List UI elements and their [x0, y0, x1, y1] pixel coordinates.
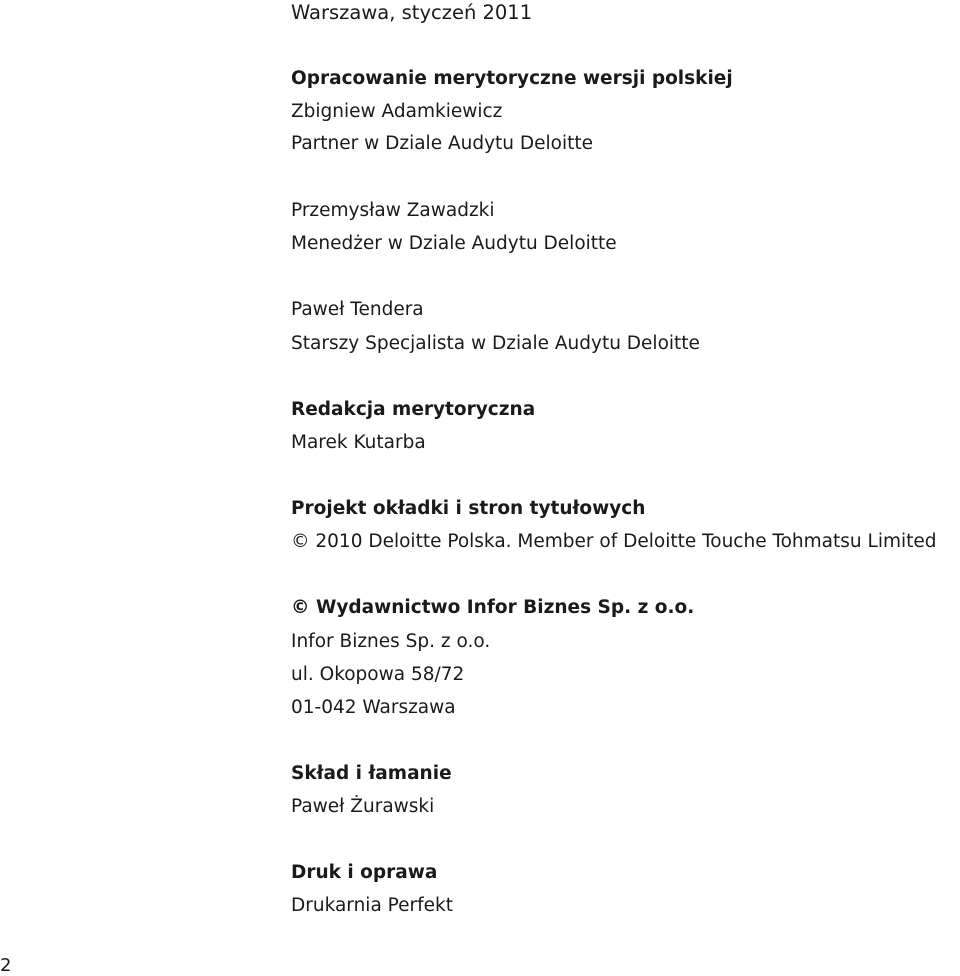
date-line: Warszawa, styczeń 2011: [291, 1, 533, 24]
typesetting-heading: Skład i łamanie: [291, 763, 452, 784]
editing-heading: Redakcja merytoryczna: [291, 399, 536, 420]
printer-name: Drukarnia Perfekt: [291, 895, 454, 916]
publisher-line: 01-042 Warszawa: [291, 697, 456, 718]
publisher-heading: © Wydawnictwo Infor Biznes Sp. z o.o.: [291, 597, 695, 618]
person-name: Zbigniew Adamkiewicz: [291, 101, 503, 122]
person-role: Partner w Dziale Audytu Deloitte: [291, 133, 594, 154]
editor-name: Marek Kutarba: [291, 432, 426, 453]
person-role: Starszy Specjalista w Dziale Audytu Deloitte: [291, 333, 700, 354]
cover-heading: Projekt okładki i stron tytułowych: [291, 498, 646, 519]
cover-copyright: © 2010 Deloitte Polska. Member of Deloitte Touche Tohmatsu Limited: [291, 531, 937, 552]
printing-heading: Druk i oprawa: [291, 862, 438, 883]
publisher-line: ul. Okopowa 58/72: [291, 664, 465, 685]
person-role: Menedżer w Dziale Audytu Deloitte: [291, 233, 617, 254]
person-name: Paweł Tendera: [291, 299, 424, 320]
typesetter-name: Paweł Żurawski: [291, 796, 435, 817]
person-name: Przemysław Zawadzki: [291, 200, 495, 221]
publisher-line: Infor Biznes Sp. z o.o.: [291, 631, 491, 652]
merit-heading: Opracowanie merytoryczne wersji polskiej: [291, 68, 733, 89]
page-number: 2: [0, 955, 12, 976]
